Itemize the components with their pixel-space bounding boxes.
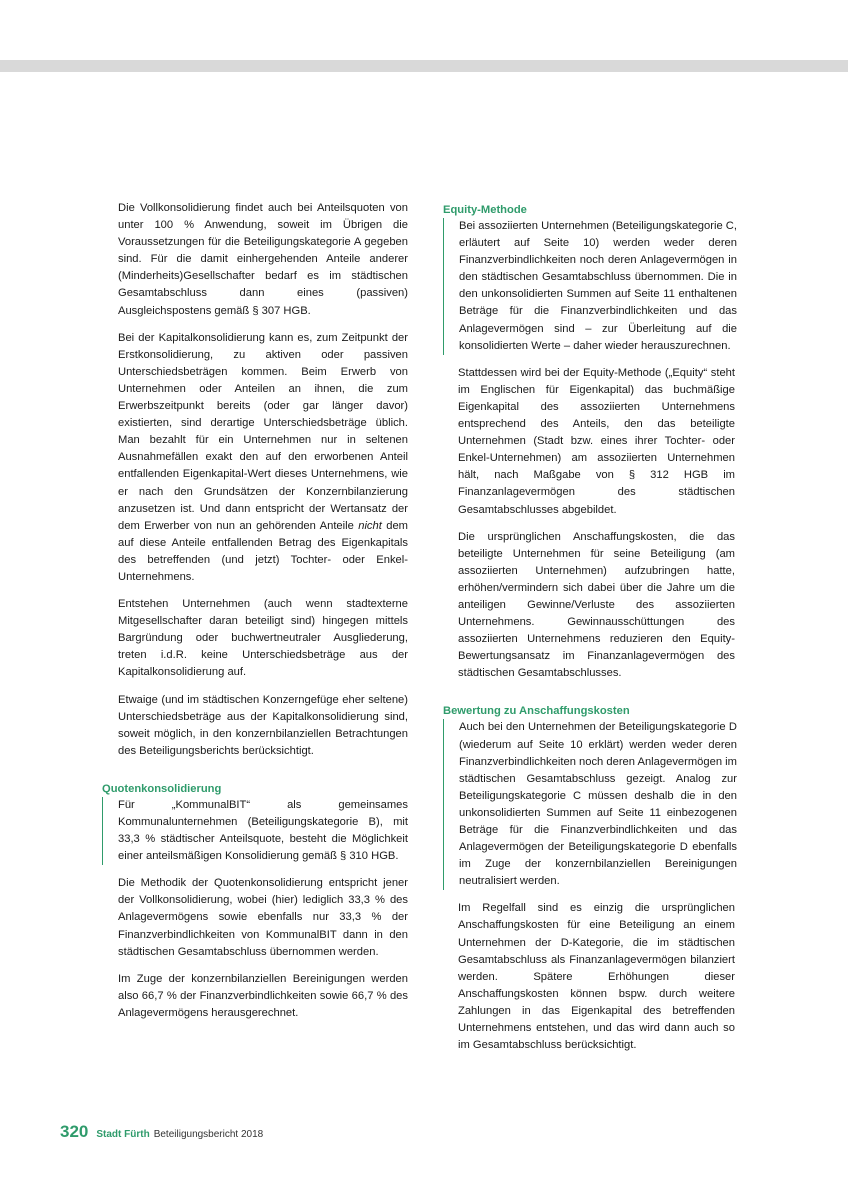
- paragraph: Etwaige (und im städtischen Konzerngefüge eher seltene) Unterschiedsbeträge aus der Kapitalkonsolidierung sind, soweit möglich, in den konzernbilanziellen Betrachtungen des Beteiligungsberichts berücksichtigt.: [118, 693, 408, 757]
- page-footer: [60, 1122, 263, 1142]
- paragraph: Die Methodik der Quotenkonsolidierung entspricht jener der Vollkonsolidierung, wobei (hier) lediglich 33,3 % des Anlagevermögens sowie ebenfalls nur 33,3 % der Finanzverbindlichkeiten von KommunalBIT dann in den städtischen Gesamtabschluss übernommen werden.: [118, 877, 408, 958]
- section-heading: Quotenkonsolidierung: [102, 782, 222, 795]
- right-column: [445, 200, 735, 1064]
- section-body: [443, 719, 737, 890]
- section-heading: Equity-Methode: [443, 204, 527, 216]
- paragraph: Für „KommunalBIT“ als gemeinsames Kommunalunternehmen (Beteiligungskategorie B), mit 33,3 % städtischer Anteilsquote, besteht die Möglichkeit einer anteilsmäßigen Konsolidierung gemäß § 310 HGB.: [118, 798, 408, 863]
- paragraph: Bei assoziierten Unternehmen (Beteiligungskategorie C, erläutert auf Seite 10) werden weder deren Finanzverbindlichkeiten noch deren Anlagevermögen in den städtischen Gesamtabschluss übernommen. Die in den unkonsolidierten Summen auf Seite 11 enthaltenen Beträge für die Finanzverbindlichkeiten und das Anlagevermögen sind – zur Überleitung auf die konsolidierten Werte – daher wieder herauszurechnen.: [459, 220, 737, 352]
- section-body: [443, 218, 737, 355]
- section-body: [102, 797, 408, 865]
- section-bewertung: [445, 704, 735, 1054]
- top-gray-bar: [0, 60, 848, 72]
- section-equity: [445, 203, 735, 682]
- paragraph: Im Zuge der konzernbilanziellen Bereinigungen werden also 66,7 % der Finanzverbindlichkeiten sowie 66,7 % des Anlagevermögens herausgerechnet.: [118, 972, 408, 1019]
- footer-report-title: Beteiligungsbericht 2018: [153, 1129, 264, 1140]
- paragraph: Die Vollkonsolidierung findet auch bei Anteilsquoten von unter 100 % Anwendung, soweit im Übrigen die Voraussetzungen für die Beteiligungskategorie A gegeben sind. Für die damit einhergehenden Anteile anderer (Minderheits)Gesellschafter bedarf es im städtischen Gesamtabschluss dann eines (passiven) Ausgleichspostens gemäß § 307 HGB.: [118, 202, 408, 317]
- paragraph: Die ursprünglichen Anschaffungskosten, die das beteiligte Unternehmen für seine Beteiligung (am assoziierten Unternehmen) aufzubringen hatte, erhöhen/vermindern sich dabei über die Jahre um die anteiligen Gewinne/Verluste des assoziierten Unternehmens. Gewinnausschüttungen des assoziierten Unternehmens reduzieren den Equity-Bewertungsansatz im Finanzanlagevermögen des städtischen Gesamtabschlusses.: [458, 530, 735, 680]
- paragraph: Auch bei den Unternehmen der Beteiligungskategorie D (wiederum auf Seite 10 erklärt) werden weder deren Finanzverbindlichkeiten noch deren Anlagevermögen im städtischen Gesamtabschluss gezeigt. Analog zur Beteiligungskategorie C müssen deshalb die in den unkonsolidierten Summen auf Seite 11 einbezogenen Beträge für die Finanzverbindlichkeiten und das Anlagevermögen der Beteiligungskategorie D ebenfalls im Zuge der konzernbilanziellen Bereinigungen neutralisiert werden.: [459, 721, 737, 888]
- section-quotenkonsolidierung: [102, 782, 408, 1022]
- paragraph: Im Regelfall sind es einzig die ursprünglichen Anschaffungskosten für eine Beteiligung an einem Unternehmen der D-Kategorie, die im städtischen Gesamtabschluss als Finanzanlagevermögen bilanziert werden. Spätere Erhöhungen dieser Anschaffungskosten können bspw. durch weitere Zahlungen in das Eigenkapital des betreffenden Unternehmens entstehen, und das wird dann auch so im Gesamtabschluss berücksichtigt.: [458, 902, 735, 1052]
- paragraph: Entstehen Unternehmen (auch wenn stadtexterne Mitgesellschafter daran beteiligt sind) hingegen mittels Bargründung oder buchwertneutraler Ausgliederung, treten i.d.R. keine Unterschiedsbeträge aus der Kapitalkonsolidierung auf.: [118, 598, 408, 679]
- left-column: [102, 200, 408, 1032]
- emphasis: nicht: [358, 519, 382, 532]
- page-number: 320: [60, 1122, 89, 1141]
- footer-city: Stadt Fürth: [96, 1129, 150, 1140]
- text-span: dem auf diese Anteile entfallenden Betrag des Eigenkapitals des betreffenden (und jetzt) Tochter- oder Enkel-Unternehmens.: [118, 519, 408, 583]
- text-span: Bei der Kapitalkonsolidierung kann es, zum Zeitpunkt der Erstkonsolidierung, zu aktiven oder passiven Unterschiedsbeträgen kommen. Beim Erwerb von Unternehmen oder Anteilen an ihnen, die zum Erwerbszeitpunkt bereits (oder gar länger davor) existierten, sind derartige Unterschiedsbeträge üblich. Man bezahlt für ein Unternehmen nur in seltenen Ausnahmefällen exakt den auf den erworbenen Anteil entfallenden Eigenkapital-Wert dieses Unternehmens, wie er nach den Grundsätzen der Konzernbilanzierung anzusetzen ist. Und dann entspricht der Wertansatz der dem Erwerber von nun an gehörenden Anteile: [118, 331, 408, 532]
- paragraph: Stattdessen wird bei der Equity-Methode („Equity“ steht im Englischen für Eigenkapital) das buchmäßige Eigenkapital des assoziierten Unternehmens entsprechend des Anteils, den das beteiligte Unternehmen (Stadt bzw. eines ihrer Tochter- oder Enkel-Unternehmen) am assoziierten Unternehmen hält, nach Maßgabe von § 312 HGB im Finanzanlagevermögen des städtischen Gesamtabschlusses abgebildet.: [458, 366, 735, 516]
- section-heading: Bewertung zu Anschaffungskosten: [443, 705, 630, 718]
- paragraph: [118, 330, 408, 586]
